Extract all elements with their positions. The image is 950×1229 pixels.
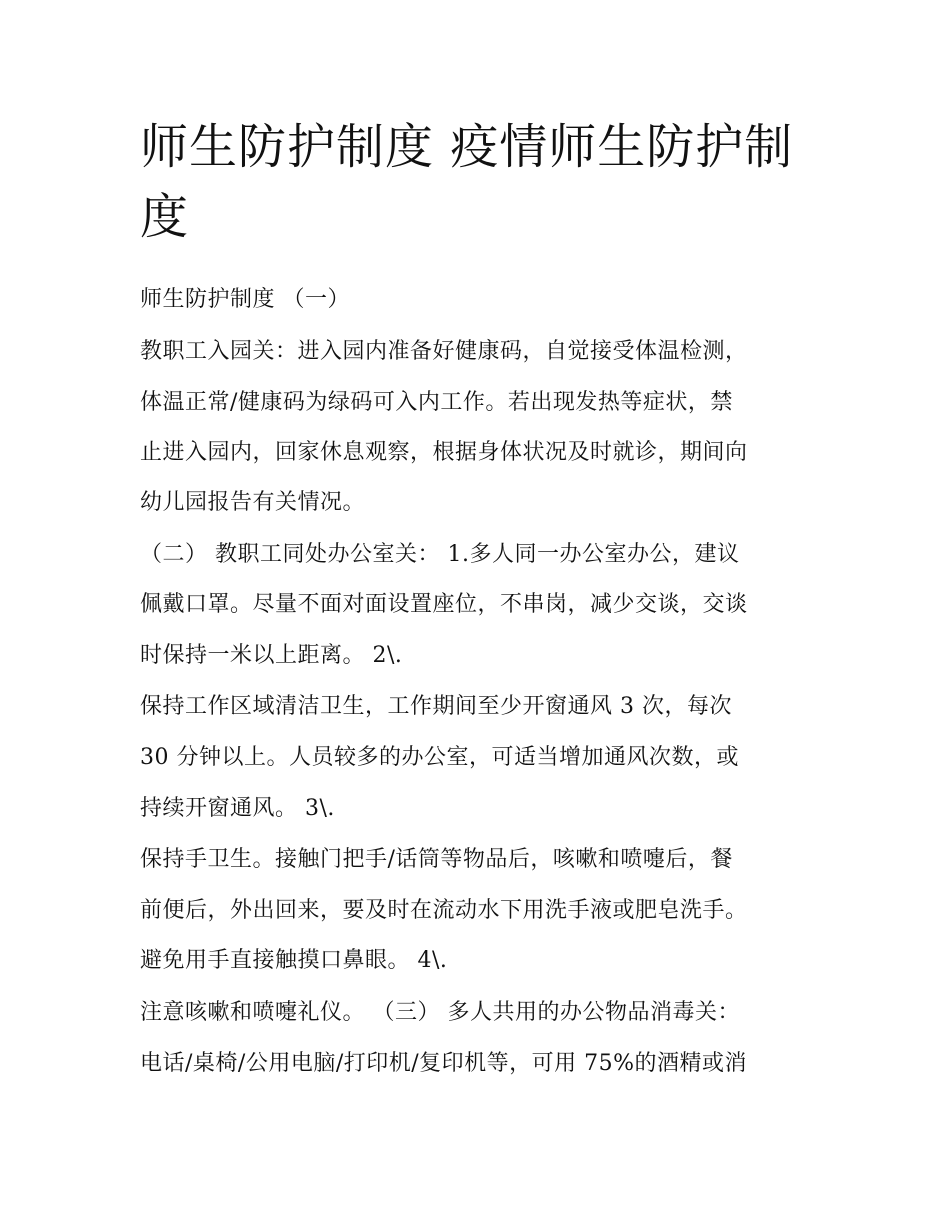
body-line: 保持工作区域清洁卫生，工作期间至少开窗通风 3 次，每次 xyxy=(140,694,732,719)
body-line: 注意咳嗽和喷嚏礼仪。 （三） 多人共用的办公物品消毒关： xyxy=(140,1000,740,1025)
body-line: 师生防护制度 （一） xyxy=(140,287,350,312)
body-line: 前便后，外出回来，要及时在流动水下用洗手液或肥皂洗手。 xyxy=(140,898,748,923)
body-line: 佩戴口罩。尽量不面对面设置座位，不串岗，减少交谈，交谈 xyxy=(140,592,748,617)
body-line: 持续开窗通风。 3\. xyxy=(140,796,335,821)
body-line: 保持手卫生。接触门把手/话筒等物品后，咳嗽和喷嚏后，餐 xyxy=(140,847,733,872)
body-line: 教职工入园关：进入园内准备好健康码，自觉接受体温检测， xyxy=(140,339,748,364)
body-line: 幼儿园报告有关情况。 xyxy=(140,490,366,515)
document-title: 师生防护制度 疫情师生防护制度 xyxy=(140,119,794,245)
body-line: 体温正常/健康码为绿码可入内工作。若出现发热等症状，禁 xyxy=(140,390,733,415)
body-line: 避免用手直接触摸口鼻眼。 4\. xyxy=(140,948,448,973)
body-line: 30 分钟以上。人员较多的办公室，可适当增加通风次数，或 xyxy=(140,745,739,770)
body-line: 时保持一米以上距离。 2\. xyxy=(140,643,403,668)
body-line: 电话/桌椅/公用电脑/打印机/复印机等，可用 75%的酒精或消 xyxy=(140,1051,748,1076)
body-line: （二） 教职工同处办公室关： 1.多人同一办公室办公，建议 xyxy=(140,542,740,567)
body-line: 止进入园内，回家休息观察，根据身体状况及时就诊，期间向 xyxy=(140,440,748,465)
